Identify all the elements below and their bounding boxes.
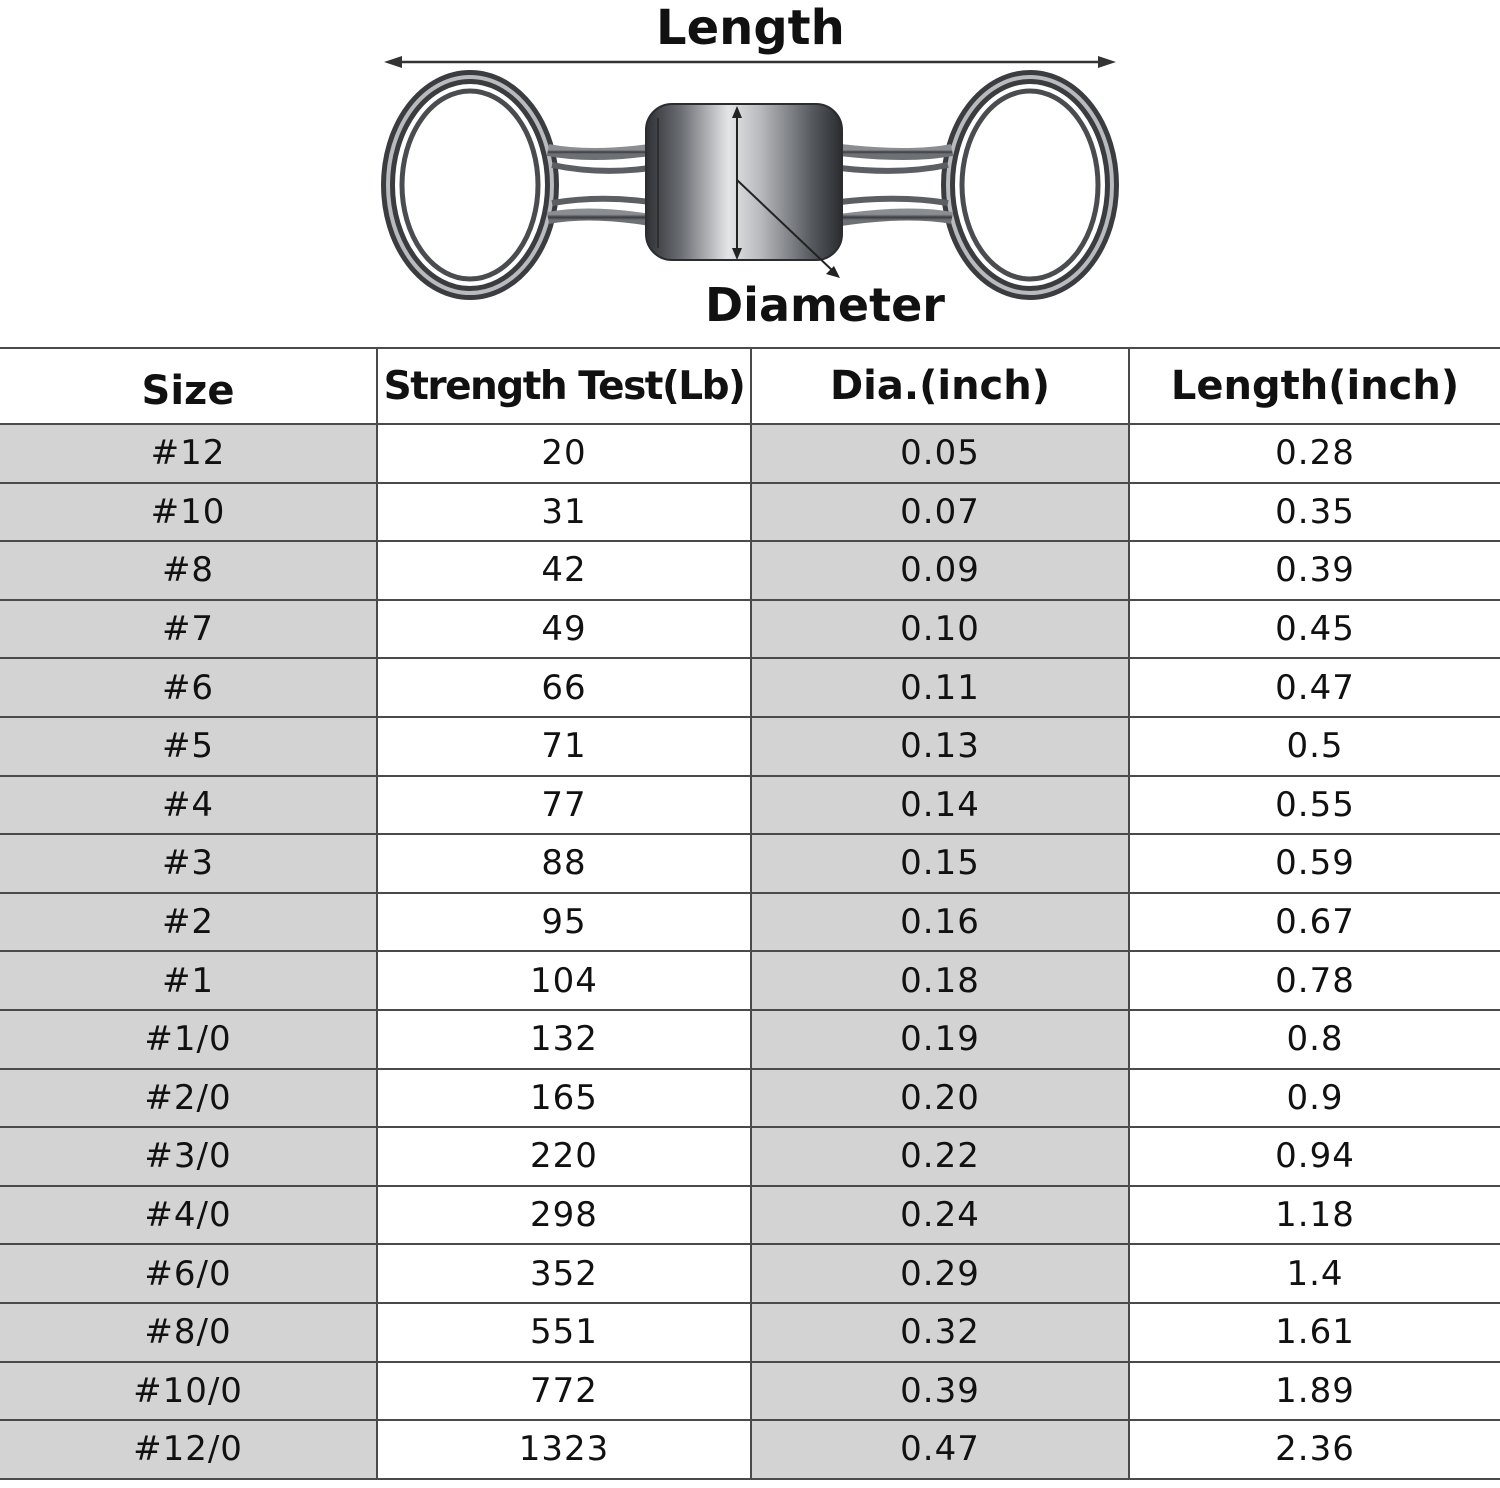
cell-strength-test: 71 [377,717,751,776]
cell-diameter: 0.13 [751,717,1129,776]
table-row [0,776,1500,835]
cell-length: 0.35 [1129,483,1500,542]
length-dimension-arrow [384,56,1116,68]
right-eye-loop [840,77,1112,293]
table-row [0,600,1500,659]
table-row [0,658,1500,717]
cell-length: 0.8 [1129,1010,1500,1069]
cell-size: #12/0 [0,1420,377,1479]
cell-length: 0.94 [1129,1127,1500,1186]
cell-size: #4 [0,776,377,835]
cell-diameter: 0.11 [751,658,1129,717]
cell-length: 0.59 [1129,834,1500,893]
header-size: Size [0,348,377,424]
header-diameter: Dia.(inch) [751,348,1129,424]
cell-size: #8 [0,541,377,600]
cell-length: 0.39 [1129,541,1500,600]
cell-diameter: 0.05 [751,424,1129,483]
table-row [0,1186,1500,1245]
size-spec-table [0,347,1500,1480]
swivel-dimension-figure [0,0,1500,348]
cell-strength-test: 31 [377,483,751,542]
table-row [0,541,1500,600]
cell-strength-test: 20 [377,424,751,483]
table-row [0,893,1500,952]
table-row [0,1069,1500,1128]
cell-size: #1 [0,951,377,1010]
cell-length: 1.18 [1129,1186,1500,1245]
cell-length: 0.78 [1129,951,1500,1010]
cell-diameter: 0.32 [751,1303,1129,1362]
cell-length: 0.67 [1129,893,1500,952]
cell-size: #12 [0,424,377,483]
table-row [0,1010,1500,1069]
cell-size: #6/0 [0,1244,377,1303]
cell-diameter: 0.14 [751,776,1129,835]
cell-length: 2.36 [1129,1420,1500,1479]
table-row [0,834,1500,893]
table-row [0,951,1500,1010]
cell-length: 1.61 [1129,1303,1500,1362]
cell-diameter: 0.16 [751,893,1129,952]
cell-size: #5 [0,717,377,776]
cell-strength-test: 95 [377,893,751,952]
cell-diameter: 0.39 [751,1362,1129,1421]
table-row [0,1127,1500,1186]
cell-strength-test: 42 [377,541,751,600]
cell-strength-test: 551 [377,1303,751,1362]
cell-strength-test: 1323 [377,1420,751,1479]
diameter-label: Diameter [705,278,945,332]
cell-strength-test: 298 [377,1186,751,1245]
cell-strength-test: 66 [377,658,751,717]
cell-diameter: 0.09 [751,541,1129,600]
cell-strength-test: 165 [377,1069,751,1128]
cell-diameter: 0.22 [751,1127,1129,1186]
cell-diameter: 0.20 [751,1069,1129,1128]
cell-strength-test: 132 [377,1010,751,1069]
cell-strength-test: 77 [377,776,751,835]
cell-length: 0.9 [1129,1069,1500,1128]
table-row [0,1303,1500,1362]
cell-size: #4/0 [0,1186,377,1245]
table-row [0,483,1500,542]
cell-diameter: 0.29 [751,1244,1129,1303]
cell-size: #10 [0,483,377,542]
swivel-barrel [646,104,842,260]
cell-diameter: 0.19 [751,1010,1129,1069]
length-label: Length [656,0,845,56]
cell-diameter: 0.15 [751,834,1129,893]
table-row [0,424,1500,483]
cell-diameter: 0.10 [751,600,1129,659]
cell-strength-test: 220 [377,1127,751,1186]
cell-length: 0.5 [1129,717,1500,776]
cell-length: 0.47 [1129,658,1500,717]
cell-strength-test: 104 [377,951,751,1010]
cell-size: #8/0 [0,1303,377,1362]
cell-strength-test: 772 [377,1362,751,1421]
table-row [0,1362,1500,1421]
cell-size: #3/0 [0,1127,377,1186]
header-strength-test: Strength Test(Lb) [377,348,751,424]
left-eye-loop [388,77,650,293]
cell-diameter: 0.07 [751,483,1129,542]
cell-length: 0.28 [1129,424,1500,483]
cell-size: #3 [0,834,377,893]
cell-diameter: 0.47 [751,1420,1129,1479]
table-row [0,717,1500,776]
header-length: Length(inch) [1129,348,1500,424]
cell-diameter: 0.18 [751,951,1129,1010]
cell-strength-test: 352 [377,1244,751,1303]
cell-size: #6 [0,658,377,717]
cell-length: 0.45 [1129,600,1500,659]
cell-size: #2 [0,893,377,952]
cell-size: #7 [0,600,377,659]
cell-length: 0.55 [1129,776,1500,835]
cell-length: 1.4 [1129,1244,1500,1303]
table-row [0,1244,1500,1303]
table-body [0,424,1500,1479]
cell-strength-test: 88 [377,834,751,893]
cell-diameter: 0.24 [751,1186,1129,1245]
cell-strength-test: 49 [377,600,751,659]
table-header-row [0,348,1500,424]
cell-size: #1/0 [0,1010,377,1069]
cell-length: 1.89 [1129,1362,1500,1421]
cell-size: #10/0 [0,1362,377,1421]
table-row [0,1420,1500,1479]
cell-size: #2/0 [0,1069,377,1128]
